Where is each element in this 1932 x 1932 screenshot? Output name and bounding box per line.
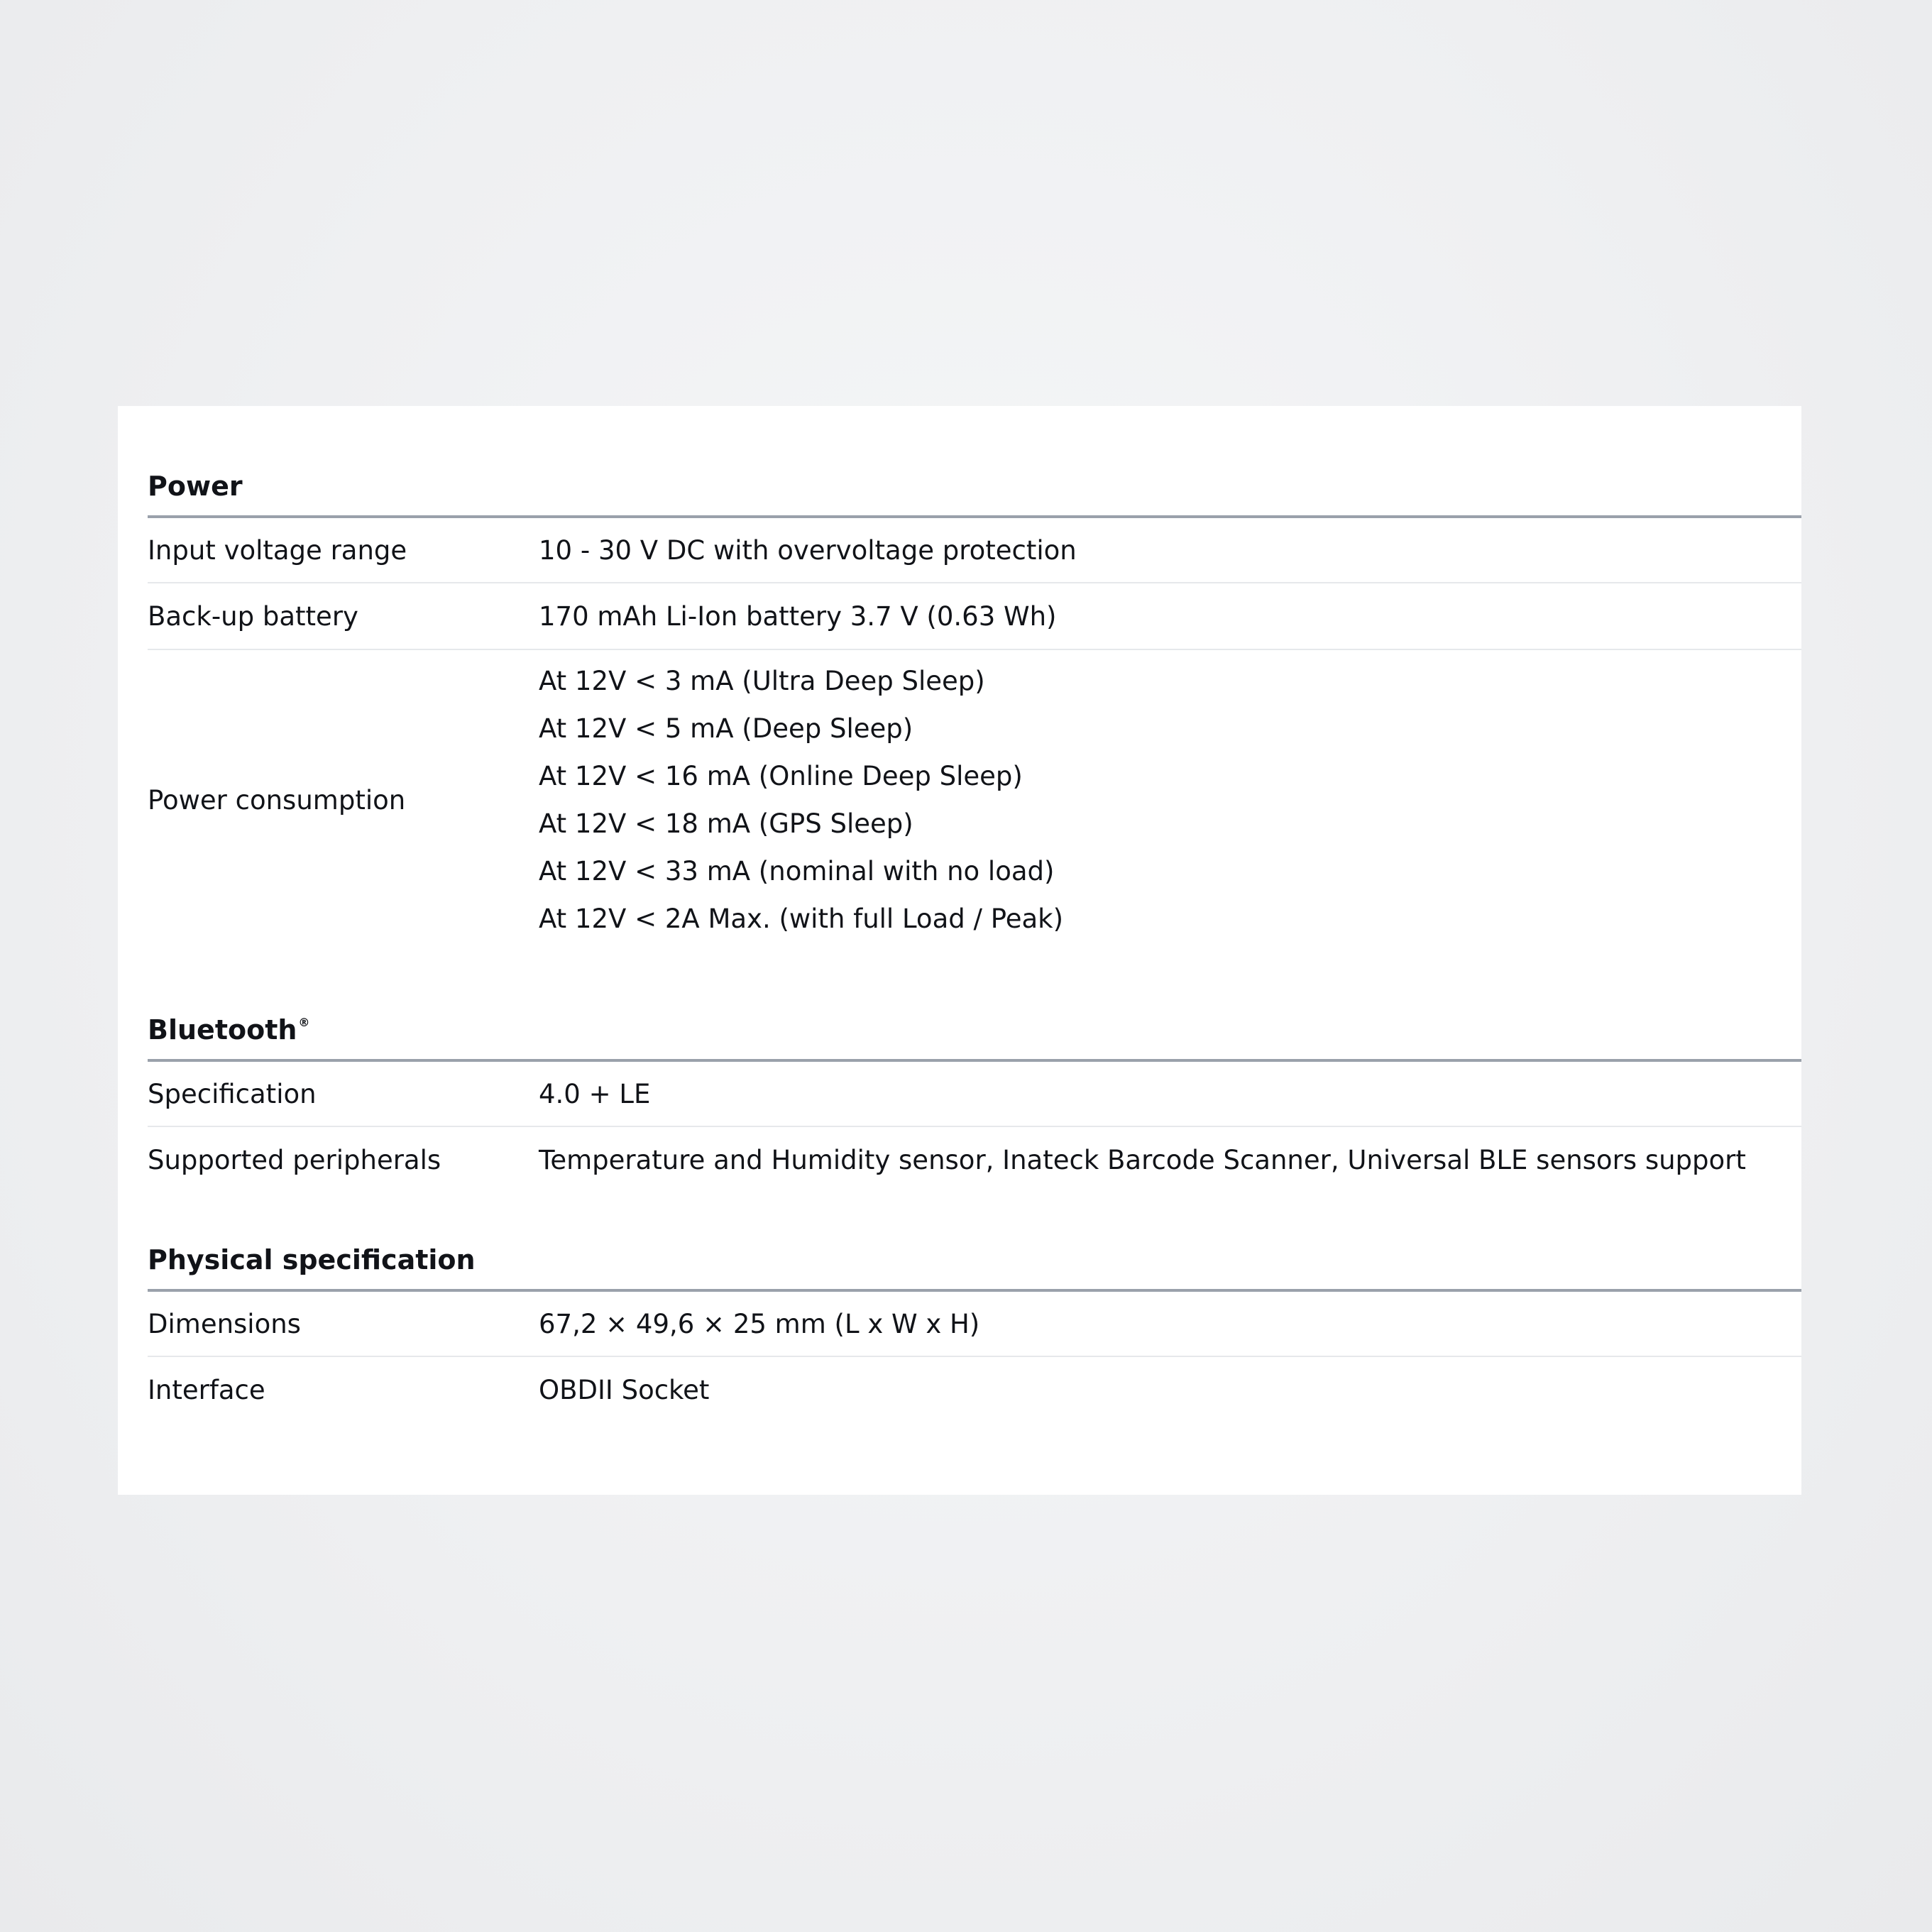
section-title-text: Power (148, 471, 243, 502)
spec-label: Dimensions (148, 1308, 301, 1339)
spec-label: Power consumption (148, 784, 406, 816)
section-title-text: Bluetooth (148, 1014, 297, 1045)
spec-label: Back-up battery (148, 600, 358, 632)
spec-row-supported-peripherals (148, 1127, 1801, 1192)
spec-label: Interface (148, 1374, 265, 1405)
spec-value: 67,2 × 49,6 × 25 mm (L x W x H) (539, 1308, 980, 1339)
spec-row-input-voltage (148, 518, 1801, 583)
spec-value-line: At 12V < 3 mA (Ultra Deep Sleep) (539, 666, 985, 696)
spec-label: Supported peripherals (148, 1144, 441, 1175)
spec-value: 4.0 + LE (539, 1078, 651, 1109)
spec-row-power-consumption (148, 650, 1801, 950)
spec-value: OBDII Socket (539, 1374, 710, 1405)
spec-value: 10 - 30 V DC with overvoltage protection (539, 534, 1077, 566)
spec-value-line: At 12V < 5 mA (Deep Sleep) (539, 713, 913, 744)
section-title-power (148, 406, 1801, 518)
section-title-bluetooth (148, 950, 1801, 1062)
registered-mark: ® (298, 1016, 310, 1029)
section-power (148, 406, 1801, 950)
spec-card (118, 406, 1801, 1495)
spec-label: Specification (148, 1078, 317, 1109)
spec-value: Temperature and Humidity sensor, Inateck Barcode Scanner, Universal BLE sensors support (539, 1144, 1746, 1175)
spec-value: 170 mAh Li-Ion battery 3.7 V (0.63 Wh) (539, 600, 1057, 632)
spec-value-line: At 12V < 2A Max. (with full Load / Peak) (539, 904, 1064, 934)
spec-row-specification (148, 1062, 1801, 1127)
spec-row-backup-battery (148, 583, 1801, 650)
section-title-physical (148, 1192, 1801, 1292)
section-bluetooth (148, 950, 1801, 1192)
spec-label: Input voltage range (148, 534, 407, 566)
section-title-text: Physical specification (148, 1244, 476, 1275)
spec-value-line: At 12V < 16 mA (Online Deep Sleep) (539, 761, 1023, 791)
spec-value-line: At 12V < 18 mA (GPS Sleep) (539, 808, 913, 839)
spec-row-dimensions (148, 1292, 1801, 1357)
spec-value-list (539, 657, 1801, 943)
section-physical (148, 1192, 1801, 1422)
spec-row-interface (148, 1357, 1801, 1422)
spec-value-line: At 12V < 33 mA (nominal with no load) (539, 856, 1055, 887)
